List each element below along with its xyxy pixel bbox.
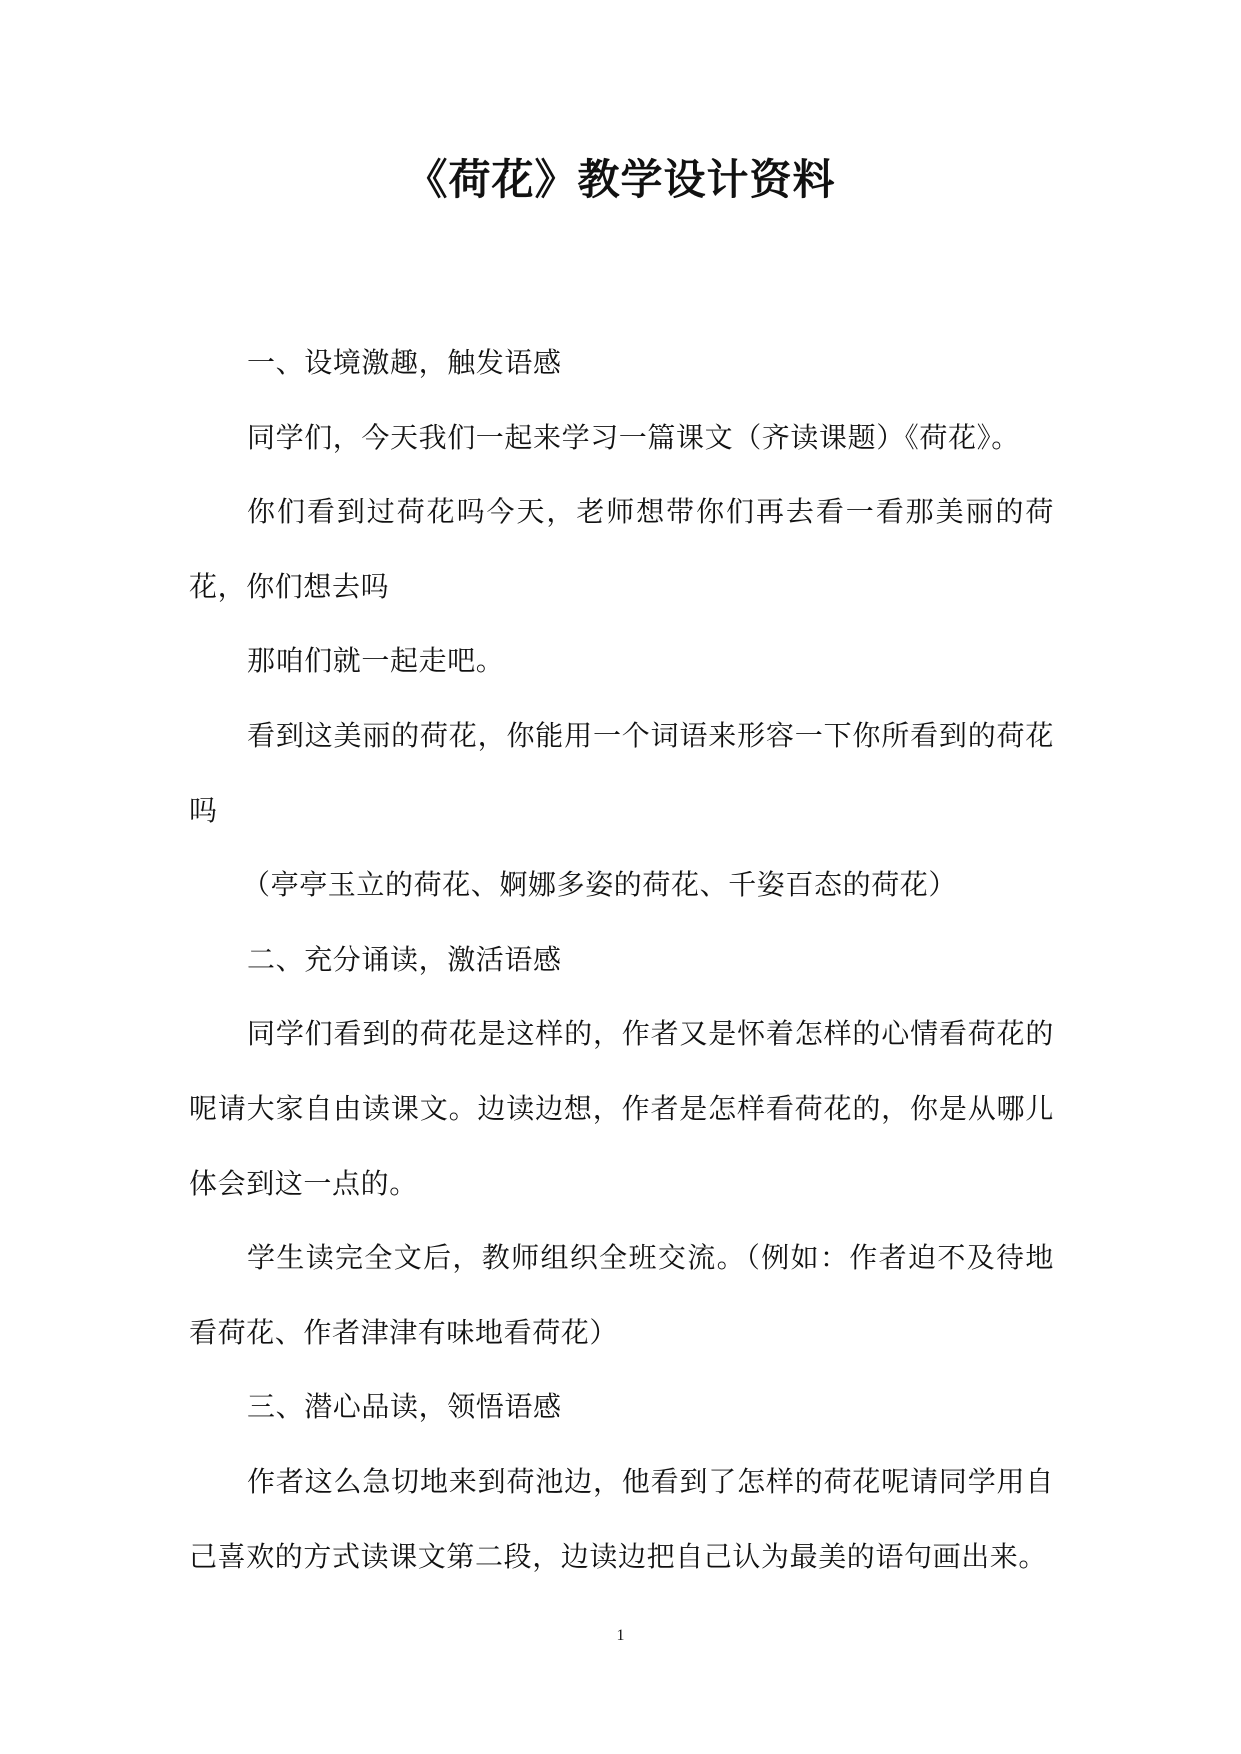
paragraph: 那咱们就一起走吧。 — [247, 644, 505, 678]
paragraph: 你们看到过荷花吗今天，老师想带你们再去看一看那美丽的荷花，你们想去吗 — [189, 495, 1054, 603]
section-heading-1: 一、设境激趣，触发语感 — [247, 346, 562, 379]
paragraph: （亭亭玉立的荷花、婀娜多姿的荷花、千姿百态的荷花） — [242, 868, 958, 902]
paragraph: 看到这美丽的荷花，你能用一个词语来形容一下你所看到的荷花吗 — [189, 718, 1054, 827]
page-number: 1 — [616, 1627, 625, 1644]
paragraph: 学生读完全文后，教师组织全班交流。（例如：作者迫不及待地看荷花、作者津津有味地看荷花） — [189, 1241, 1054, 1349]
section-heading-2: 二、充分诵读，激活语感 — [247, 942, 562, 976]
document-title: 《荷花》教学设计资料 — [405, 155, 836, 204]
paragraph: 作者这么急切地来到荷池边，他看到了怎样的荷花呢请同学用自己喜欢的方式读课文第二段，边读边把自己认为最美的语句画出来。 — [189, 1464, 1054, 1573]
document-body — [189, 326, 1054, 1594]
paragraph: 同学们看到的荷花是这样的，作者又是怀着怎样的心情看荷花的呢请大家自由读课文。边读边想，作者是怎样看荷花的，你是从哪儿体会到这一点的。 — [189, 1017, 1054, 1200]
section-heading-3: 三、潜心品读，领悟语感 — [247, 1390, 562, 1424]
paragraph: 同学们，今天我们一起来学习一篇课文（齐读课题）《荷花》。 — [247, 420, 1020, 454]
